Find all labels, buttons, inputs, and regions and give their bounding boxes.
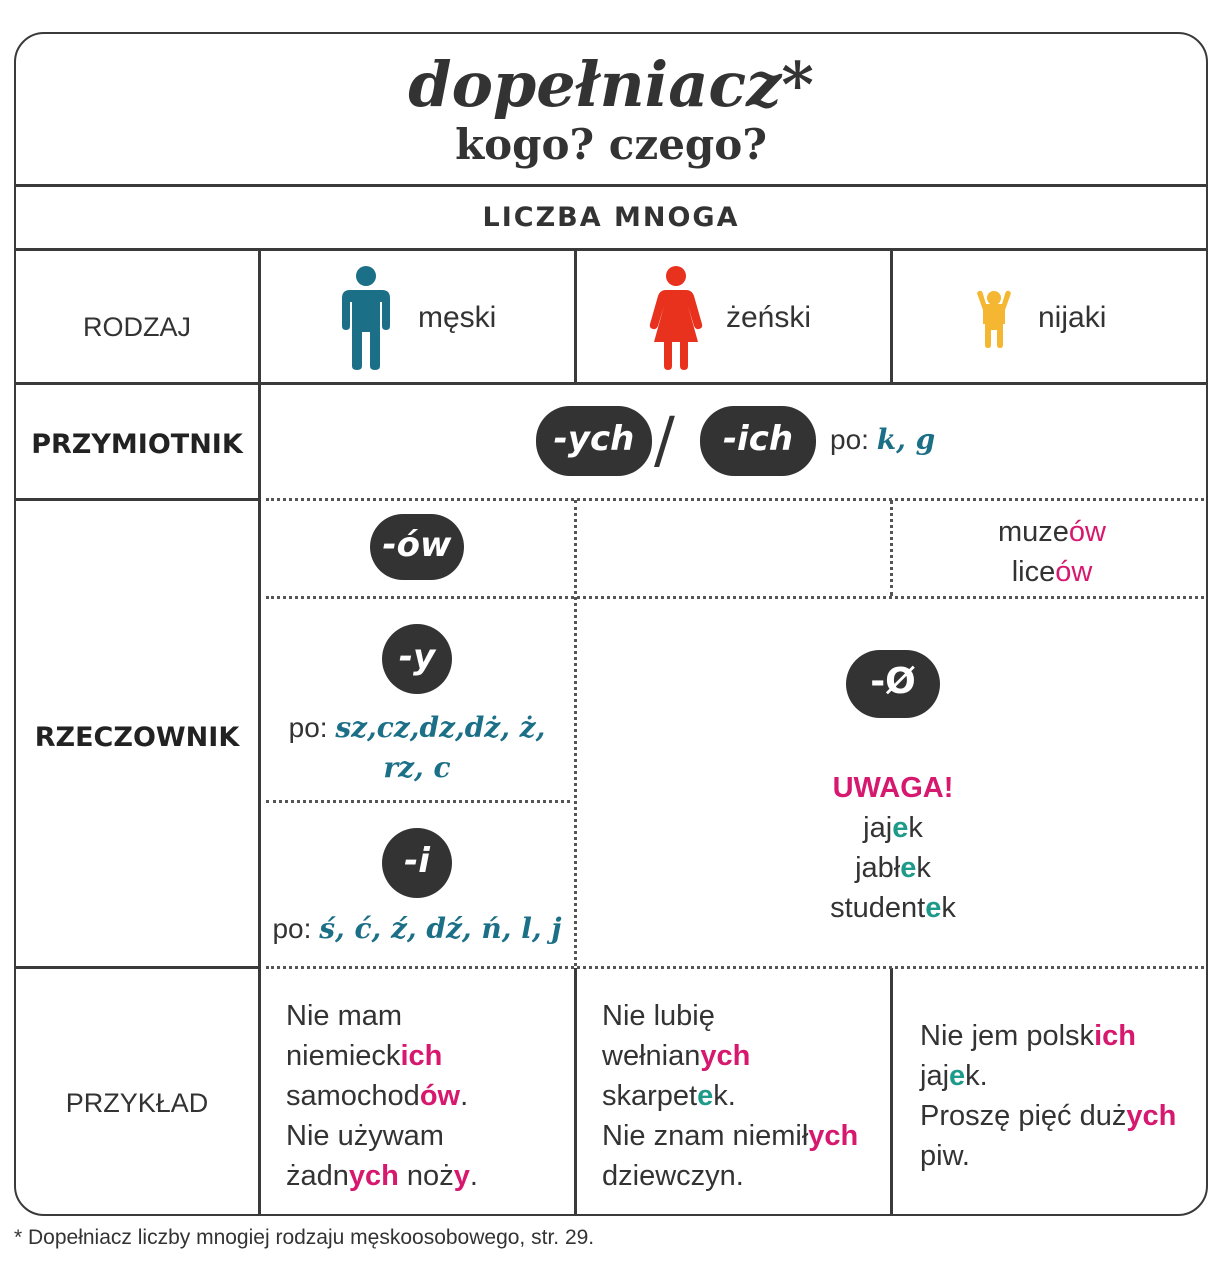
woman-icon	[648, 264, 704, 370]
ending-pill-ow: -ów	[370, 514, 464, 580]
example-neuter	[920, 1016, 1176, 1176]
word-stem: muze	[998, 516, 1069, 548]
consonants: ś, ć, ź, dź, ń, l, j	[319, 912, 562, 945]
number-header: LICZBA MNOGA	[482, 202, 740, 233]
word-part: k	[941, 892, 956, 924]
example-line: Nie mam	[286, 1000, 403, 1032]
word-ending: ich	[400, 1040, 443, 1072]
row-label-example: PRZYKŁAD	[65, 1088, 209, 1118]
adjective-condition	[830, 423, 935, 456]
page-subtitle: kogo? czego?	[455, 120, 767, 169]
i-condition	[260, 912, 574, 945]
divider	[890, 968, 893, 1216]
word-ending: ów	[419, 1080, 461, 1112]
inserted-vowel: e	[925, 892, 942, 924]
word-ending: ych	[1126, 1100, 1177, 1132]
row-label-noun: RZECZOWNIK	[34, 722, 240, 753]
example-line: dziewczyn.	[602, 1160, 744, 1192]
word-part: Proszę pięć duż	[920, 1100, 1127, 1132]
word-ending: ów	[1068, 516, 1106, 548]
divider	[16, 184, 1208, 187]
word-part: .	[469, 1160, 478, 1192]
ending-circle-y: -y	[382, 624, 452, 694]
word-part: żadn	[286, 1160, 349, 1192]
row-label-gender: RODZAJ	[83, 312, 191, 342]
word-part: k	[916, 852, 931, 884]
word-ending: y	[453, 1160, 470, 1192]
divider	[574, 968, 577, 1216]
ending-pill-ych: -ych	[536, 406, 652, 476]
word-part: wełnian	[602, 1040, 701, 1072]
gender-masculine: męski	[418, 301, 497, 334]
row-label-adjective: PRZYMIOTNIK	[31, 429, 243, 460]
inserted-vowel: e	[900, 852, 917, 884]
dotted-divider	[266, 800, 570, 803]
consonants: sz,cz,dz,dż, ż,	[335, 711, 546, 744]
neuter-examples	[894, 512, 1208, 592]
footnote: * Dopełniacz liczby mnogiej rodzaju męskoosobowego, str. 29.	[14, 1226, 595, 1249]
word-ending: ych	[348, 1160, 399, 1192]
gender-neuter: nijaki	[1038, 301, 1107, 334]
dotted-divider	[266, 596, 1208, 599]
word-part: .	[460, 1080, 469, 1112]
inserted-vowel: e	[949, 1060, 966, 1092]
word-part: niemieck	[286, 1040, 401, 1072]
word-part: jabł	[855, 852, 901, 884]
declension-table	[14, 32, 1208, 1216]
slash-separator: /	[654, 403, 675, 476]
dotted-divider	[890, 500, 893, 596]
ending-pill-zero: -Ø	[846, 650, 940, 718]
example-masculine	[286, 996, 478, 1196]
dotted-divider	[266, 966, 1208, 969]
po-label: po:	[288, 712, 328, 743]
example-line: piw.	[920, 1140, 970, 1172]
word-part: Nie jem polsk	[920, 1020, 1095, 1052]
word-part: jaj	[920, 1060, 950, 1092]
y-condition	[260, 708, 574, 788]
consonants: k, g	[876, 423, 936, 456]
divider	[16, 966, 260, 969]
warning-block	[576, 768, 1208, 928]
word-part: student	[830, 892, 926, 924]
word-ending: ych	[808, 1120, 859, 1152]
word-ending: ów	[1055, 556, 1093, 588]
man-icon	[338, 264, 394, 370]
example-line: Nie używam	[286, 1120, 444, 1152]
page-title: dopełniacz*	[408, 48, 814, 121]
word-part: k.	[965, 1060, 988, 1092]
example-feminine	[602, 996, 858, 1196]
divider	[574, 248, 577, 382]
example-line: Nie lubię	[602, 1000, 715, 1032]
word-part: jaj	[863, 812, 893, 844]
consonants: rz, c	[383, 751, 451, 784]
word-part: k.	[713, 1080, 736, 1112]
word-part: skarpet	[602, 1080, 698, 1112]
child-icon	[974, 290, 1014, 348]
ending-pill-ich: -ich	[700, 406, 816, 476]
warning-label: UWAGA!	[832, 772, 954, 804]
word-part: Nie znam niemił	[602, 1120, 809, 1152]
ending-circle-i: -i	[382, 828, 452, 898]
divider	[16, 498, 260, 501]
dotted-divider	[266, 498, 1208, 501]
divider	[16, 382, 1208, 385]
word-part: samochod	[286, 1080, 420, 1112]
po-label: po:	[830, 424, 869, 455]
gender-feminine: żeński	[726, 301, 812, 334]
word-ending: ich	[1094, 1020, 1136, 1052]
word-ending: ych	[700, 1040, 751, 1072]
inserted-vowel: e	[892, 812, 909, 844]
divider	[890, 248, 893, 382]
word-part: noż	[398, 1160, 454, 1192]
word-stem: lice	[1011, 556, 1056, 588]
inserted-vowel: e	[697, 1080, 714, 1112]
po-label: po:	[272, 913, 312, 944]
divider	[16, 248, 1208, 251]
word-part: k	[908, 812, 923, 844]
